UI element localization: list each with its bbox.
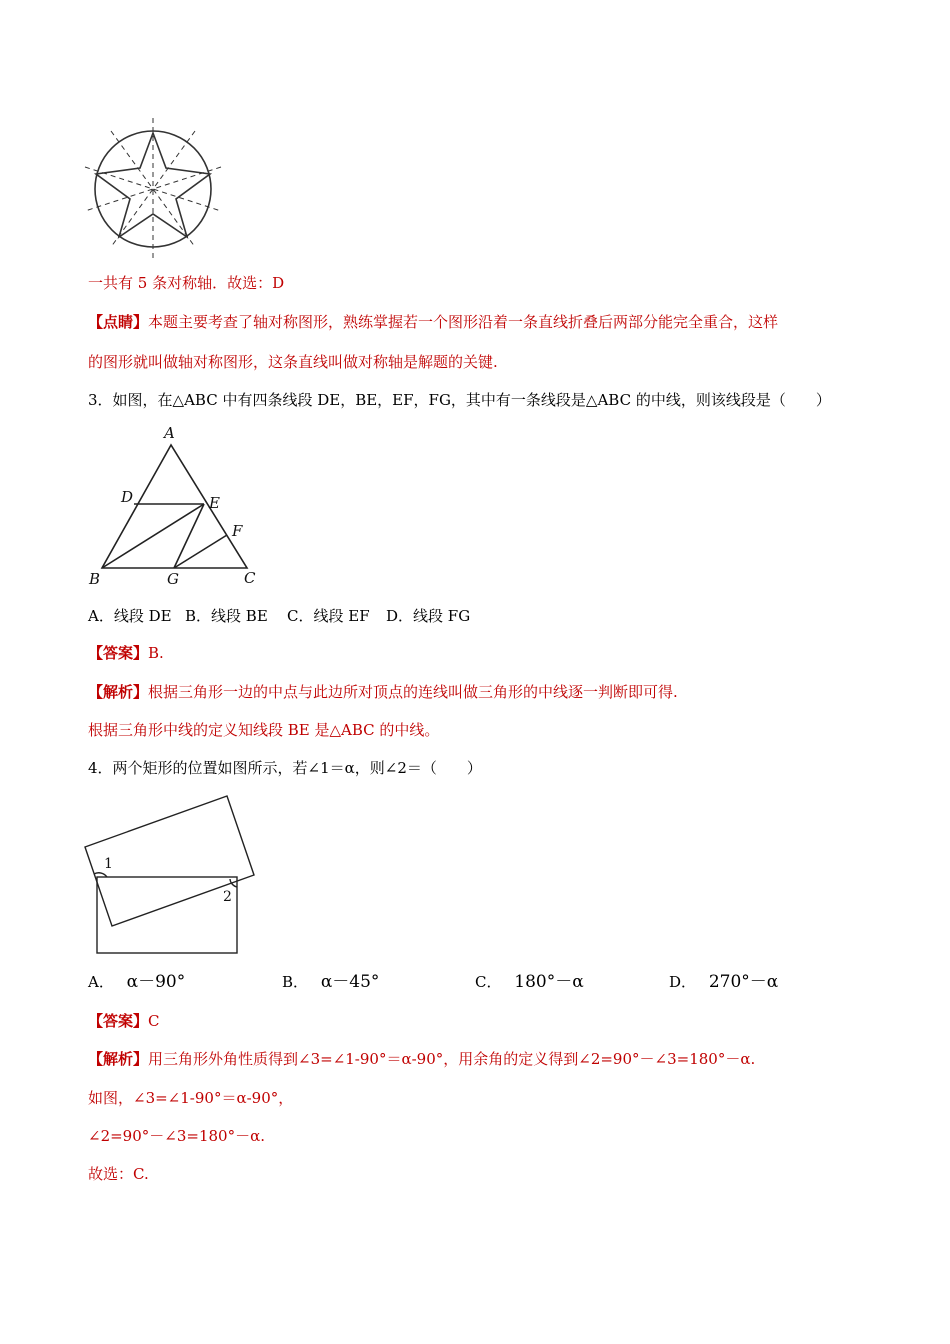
label-a: A: [164, 424, 175, 442]
comment-text1: 本题主要考查了轴对称图形，熟练掌握若一个图形沿着一条直线折叠后两部分能完全重合，这样: [148, 313, 779, 331]
answer-tag: 【答案】: [88, 1012, 149, 1030]
option-expression: 180°－α: [514, 972, 584, 992]
q4-option-b: [282, 972, 379, 992]
q4-option-c: [475, 972, 584, 992]
analysis-tag: 【解析】: [88, 683, 149, 701]
angle-2-label: 2: [223, 889, 232, 905]
q2-comment-line1: [88, 312, 778, 332]
option-expression: 270°－α: [708, 972, 779, 992]
q4-analysis-line3: ∠2=90°－∠3=180°－α.: [88, 1127, 265, 1145]
q3-analysis-line2: 根据三角形中线的定义知线段 BE 是△ABC 的中线。: [88, 721, 440, 739]
angle-1-label: 1: [104, 856, 113, 872]
label-d: D: [121, 488, 134, 506]
q4-analysis-line2: 如图，∠3=∠1-90°＝α-90°，: [88, 1089, 294, 1107]
triangle-abc-figure: [85, 420, 265, 590]
analysis-text1: 用三角形外角性质得到∠3=∠1-90°＝α-90°，用余角的定义得到∠2=90°－∠3=180°－α.: [148, 1050, 756, 1068]
label-f: F: [232, 522, 243, 540]
q3-question: 3．如图，在△ABC 中有四条线段 DE，BE，EF，FG，其中有一条线段是△ABC 的中线，则该线段是（ ）: [88, 391, 831, 409]
q4-option-d: [669, 972, 778, 992]
two-rectangles-figure: [80, 790, 270, 960]
option-letter: D．: [669, 973, 697, 991]
q3-analysis-line1: [88, 682, 678, 702]
q4-conclusion: 故选：C.: [88, 1165, 149, 1183]
label-c: C: [244, 569, 256, 587]
answer-tag: 【答案】: [88, 644, 149, 662]
answer-value: C: [148, 1012, 160, 1030]
q3-option-d: D．线段 FG: [386, 607, 471, 625]
q4-analysis-line1: [88, 1049, 755, 1069]
q3-option-b: B．线段 BE: [185, 607, 268, 625]
option-expression: α－45°: [320, 972, 380, 992]
comment-tag: 【点睛】: [88, 313, 149, 331]
analysis-text1: 根据三角形一边的中点与此边所对顶点的连线叫做三角形的中线逐一判断即可得.: [148, 683, 678, 701]
triangle-abc: [102, 445, 247, 568]
q3-option-c: C．线段 EF: [287, 607, 370, 625]
q2-answer-line: 一共有 5 条对称轴．故选：D: [88, 274, 285, 292]
analysis-tag: 【解析】: [88, 1050, 149, 1068]
option-letter: C．: [475, 973, 502, 991]
label-b: B: [89, 570, 101, 588]
q2-comment-line2: 的图形就叫做轴对称图形，这条直线叫做对称轴是解题的关键.: [88, 353, 498, 371]
q3-answer: [88, 643, 164, 663]
label-g: G: [167, 570, 179, 588]
star-symmetry-figure: [80, 110, 230, 270]
option-expression: α－90°: [126, 972, 186, 992]
option-letter: A．: [88, 973, 114, 991]
q3-option-a: A．线段 DE: [88, 607, 172, 625]
q4-answer: [88, 1011, 160, 1031]
label-e: E: [209, 494, 220, 512]
answer-value: B.: [148, 644, 164, 662]
option-letter: B．: [282, 973, 309, 991]
q4-option-a: [88, 972, 185, 992]
symmetry-axes: [85, 118, 221, 262]
q4-question: 4．两个矩形的位置如图所示，若∠1＝α，则∠2＝（ ）: [88, 759, 482, 777]
